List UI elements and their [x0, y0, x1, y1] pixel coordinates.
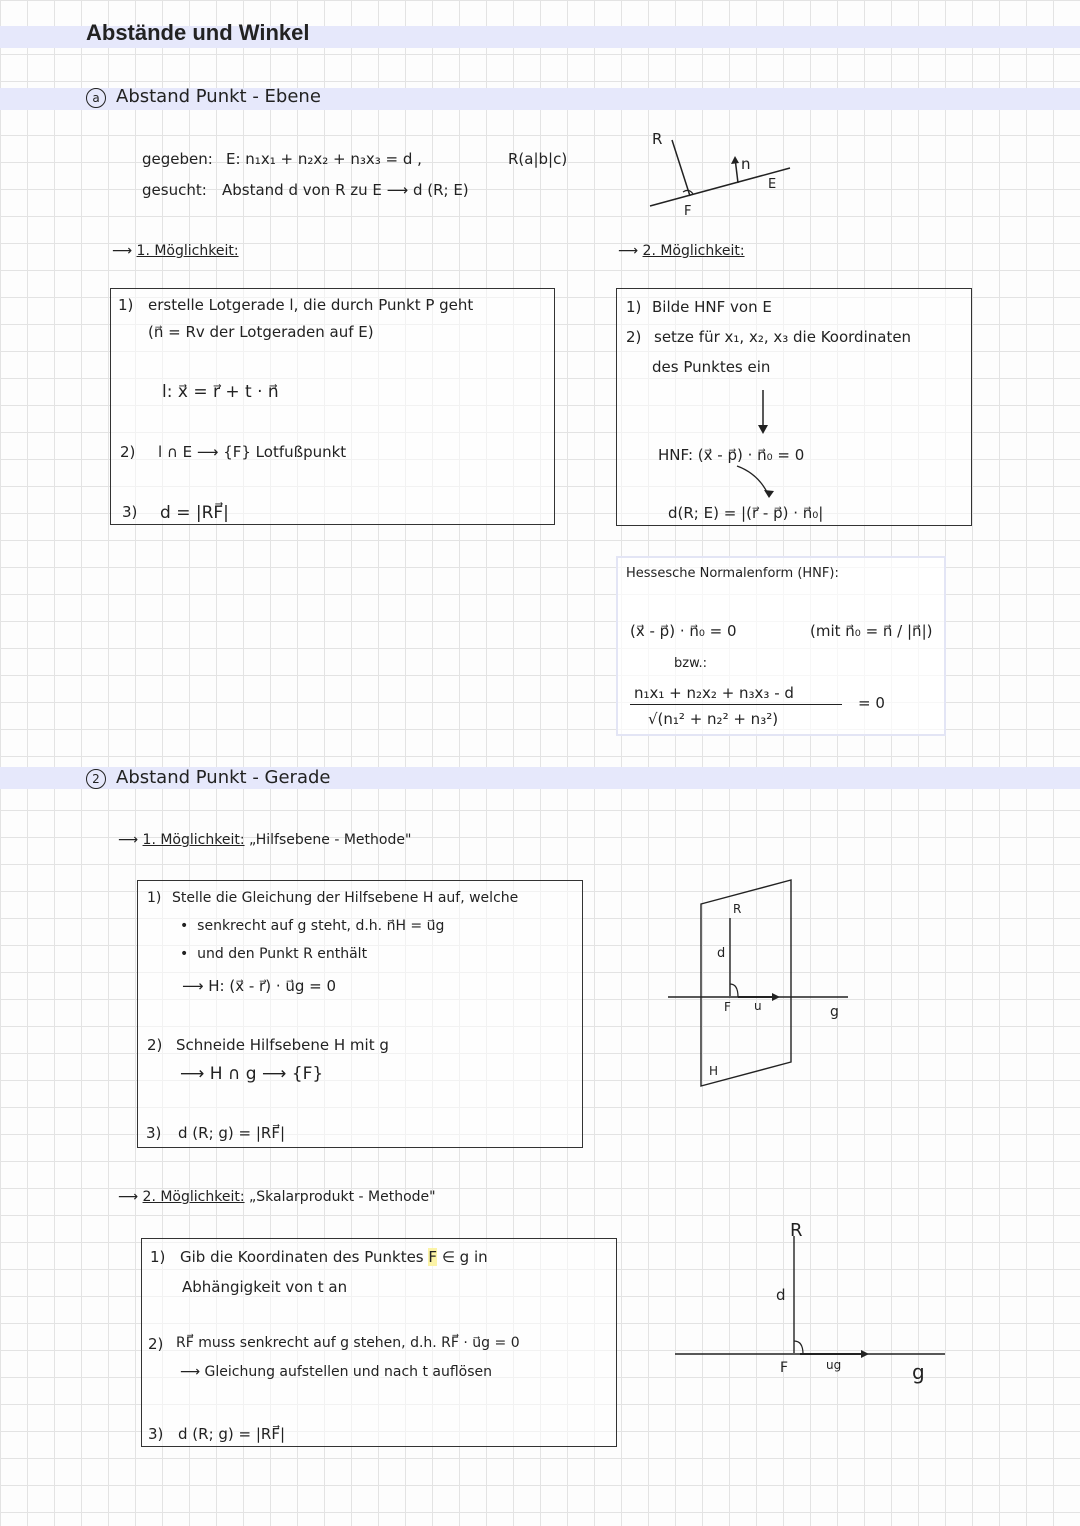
s2m1-bullet2-row: • und den Punkt R enthält [180, 946, 368, 962]
d2-point-r: R [790, 1220, 803, 1241]
s1-method2-label-row: ⟶ 2. Möglichkeit: [618, 243, 745, 259]
s1-method1-label: 1. Möglichkeit: [136, 243, 239, 259]
s2m1-bullet2: und den Punkt R enthält [197, 946, 368, 962]
s1m1-step1-num: 1) [118, 296, 134, 314]
s2m2-step3: d (R; g) = |RF⃗| [178, 1425, 286, 1443]
s1m1-step3-num: 3) [122, 503, 138, 521]
s2m1-step2: Schneide Hilfsebene H mit g [176, 1036, 389, 1054]
s1m1-step1b: (n⃗ = Rv der Lotgeraden auf E) [148, 323, 374, 341]
given-point: R(a|b|c) [508, 150, 568, 168]
s2-method2-label-row: ⟶ 2. Möglichkeit: „Skalarprodukt - Methode" [118, 1189, 436, 1205]
s2m1-step3: d (R; g) = |RF⃗| [178, 1124, 286, 1142]
s2m2-step1-highlight: F [428, 1248, 438, 1266]
section1-heading: Abstand Punkt - Ebene [116, 86, 321, 107]
s1m2-step2b: des Punktes ein [652, 358, 771, 376]
d1-distance-d: d [717, 946, 726, 961]
section-2-badge: 2 [86, 769, 106, 789]
diagram-normal-n: n [741, 155, 751, 173]
d1-foot-f: F [724, 1000, 731, 1014]
s2m2-step2-num: 2) [148, 1335, 164, 1353]
hnf-rhs: = 0 [858, 694, 885, 712]
d2-vector-ug: ug [826, 1358, 842, 1372]
sought-label: gesucht: [142, 181, 207, 199]
d2-line-g: g [912, 1360, 925, 1384]
s2m1-bullet1-row: • senkrecht auf g steht, d.h. n⃗H = u⃗g [180, 918, 445, 934]
s1m2-step1-num: 1) [626, 298, 642, 316]
s2m2-step1-post: ∈ g in [441, 1248, 488, 1266]
section2-heading: Abstand Punkt - Gerade [116, 767, 331, 788]
s2-method2-label: 2. Möglichkeit: [142, 1189, 245, 1205]
s1m1-step3: d = |RF⃗| [160, 503, 229, 523]
d1-point-r: R [733, 902, 742, 916]
s2m1-step2b: ⟶ H ∩ g ⟶ {F} [180, 1064, 324, 1084]
s2m2-step1-pre: Gib die Koordinaten des Punktes [180, 1248, 424, 1266]
s1m2-step2: setze für x₁, x₂, x₃ die Koordinaten [654, 328, 912, 346]
given-equation: E: n₁x₁ + n₂x₂ + n₃x₃ = d , [226, 150, 422, 168]
d1-line-g: g [830, 1004, 839, 1020]
s1m2-hnf: HNF: (x⃗ - p⃗) · n⃗₀ = 0 [658, 446, 805, 464]
hnf-numerator: n₁x₁ + n₂x₂ + n₃x₃ - d [634, 684, 794, 702]
s2m1-bullet1: senkrecht auf g steht, d.h. n⃗H = u⃗g [197, 918, 445, 934]
s2m1-step2-num: 2) [147, 1036, 163, 1054]
d2-distance-d: d [776, 1286, 786, 1304]
s2-method1-note: „Hilfsebene - Methode" [249, 832, 412, 848]
s1m2-step2-num: 2) [626, 328, 642, 346]
s2m2-step1b: Abhängigkeit von t an [182, 1278, 348, 1296]
hnf-title: Hessesche Normalenform (HNF): [626, 566, 839, 581]
s1-method1-label-row: ⟶ 1. Möglichkeit: [112, 243, 239, 259]
section-a-badge: a [86, 88, 106, 108]
s2m2-step1-num: 1) [150, 1248, 166, 1266]
hnf-equation: (x⃗ - p⃗) · n⃗₀ = 0 [630, 622, 737, 640]
diagram-foot-f: F [684, 204, 692, 219]
d2-foot-f: F [780, 1360, 789, 1376]
page-title: Abstände und Winkel [86, 20, 310, 45]
sought-text: Abstand d von R zu E ⟶ d (R; E) [222, 181, 469, 199]
s2m2-step3-num: 3) [148, 1425, 164, 1443]
s2m1-step3-num: 3) [146, 1124, 162, 1142]
s2-method1-label-row: ⟶ 1. Möglichkeit: „Hilfsebene - Methode" [118, 832, 412, 848]
d1-vector-u: u [754, 999, 762, 1013]
s1-method2-label: 2. Möglichkeit: [642, 243, 745, 259]
hnf-denominator: √(n₁² + n₂² + n₃²) [648, 710, 779, 728]
s1m1-step2: l ∩ E ⟶ {F} Lotfußpunkt [158, 443, 347, 461]
s1m1-step2-num: 2) [120, 443, 136, 461]
s2-method1-label: 1. Möglichkeit: [142, 832, 245, 848]
s1m1-step1: erstelle Lotgerade l, die durch Punkt P geht [148, 296, 474, 314]
s2-method2-note: „Skalarprodukt - Methode" [249, 1189, 436, 1205]
s1m1-line-equation: l: x⃗ = r⃗ + t · n⃗ [162, 382, 279, 402]
s2m2-step2: RF⃗ muss senkrecht auf g stehen, d.h. RF⃗ · u⃗g = 0 [176, 1335, 520, 1351]
s2m2-step2b: ⟶ Gleichung aufstellen und nach t auflösen [180, 1364, 493, 1380]
given-label: gegeben: [142, 150, 213, 168]
s2m1-step1: Stelle die Gleichung der Hilfsebene H auf, welche [172, 890, 519, 906]
s2m1-result: ⟶ H: (x⃗ - r⃗) · u⃗g = 0 [182, 977, 337, 995]
hnf-equation-note: (mit n⃗₀ = n⃗ / |n⃗|) [810, 622, 933, 640]
s1m2-step1: Bilde HNF von E [652, 298, 772, 316]
s1m2-distance: d(R; E) = |(r⃗ - p⃗) · n⃗₀| [668, 504, 824, 522]
diagram-plane-e: E [768, 177, 777, 192]
hnf-or: bzw.: [674, 656, 708, 671]
d1-plane-h: H [709, 1064, 719, 1078]
diagram-point-r: R [652, 130, 663, 148]
s2m1-step1-num: 1) [147, 890, 162, 906]
